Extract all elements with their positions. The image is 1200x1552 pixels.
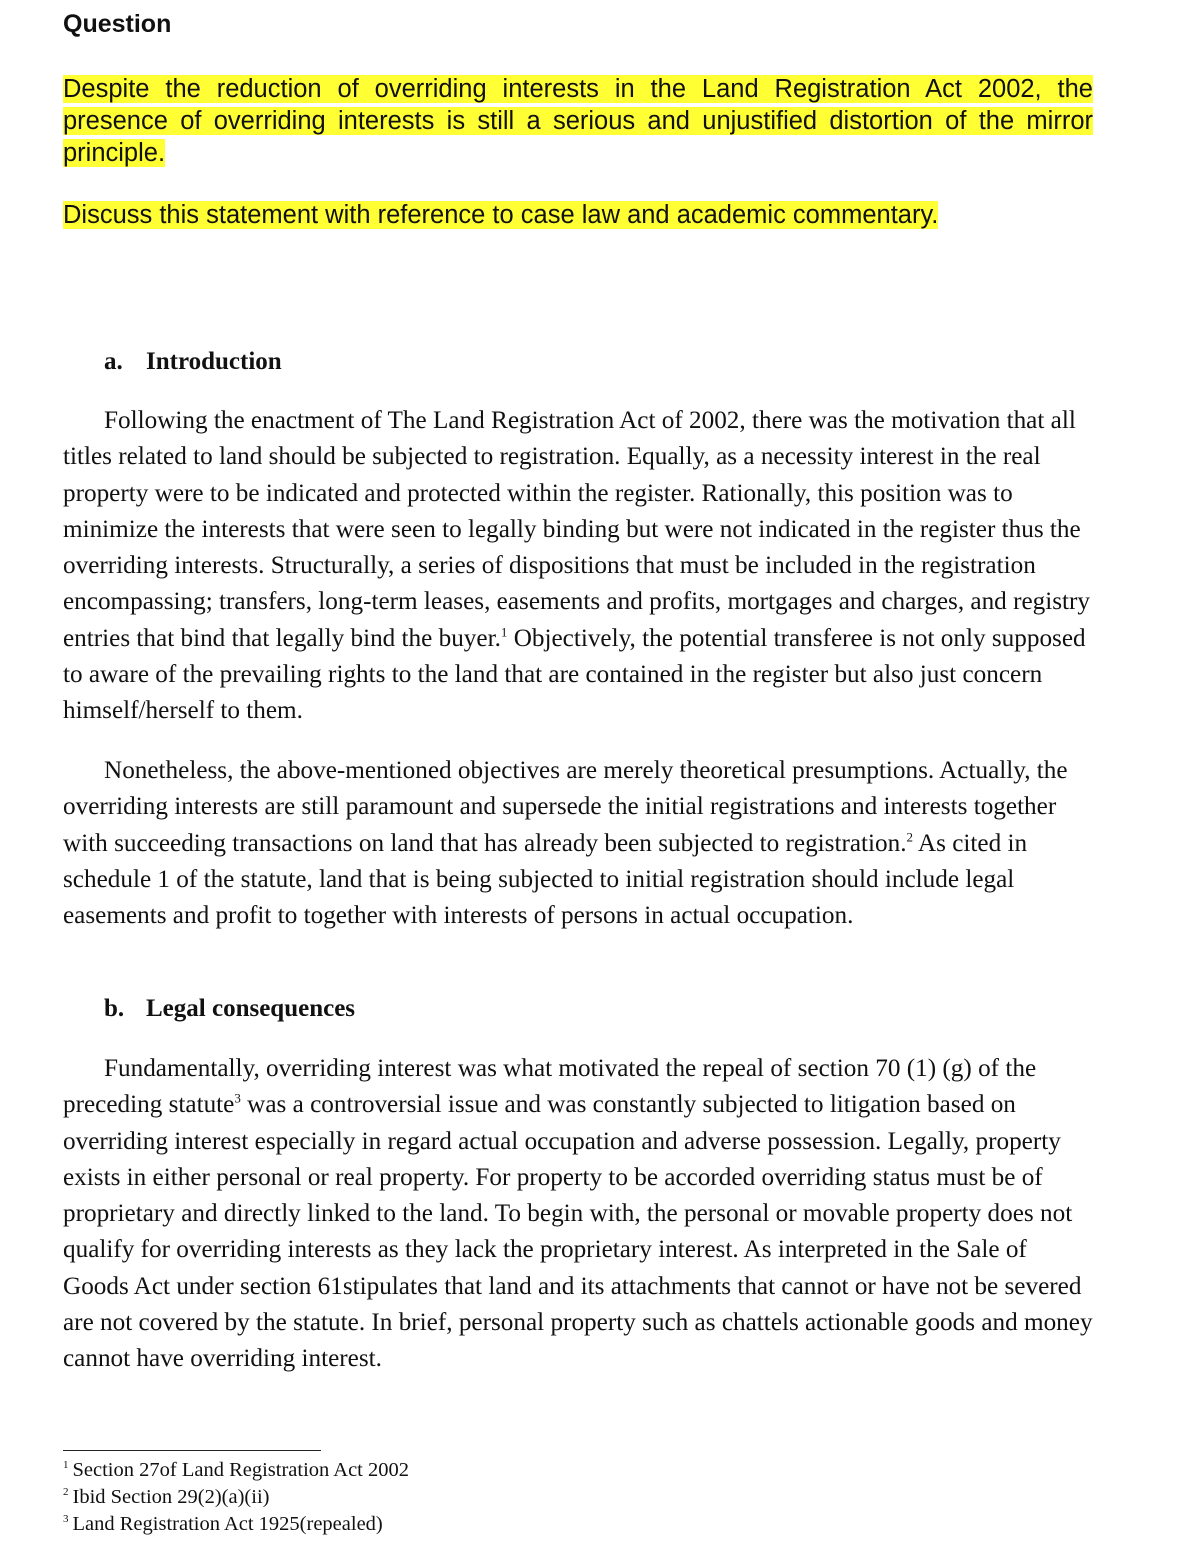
footnote-2 xyxy=(63,1484,763,1511)
question-instruction xyxy=(63,199,1093,231)
footnote-text: Ibid Section 29(2)(a)(ii) xyxy=(72,1486,270,1508)
footnote-reference-3: 3 xyxy=(234,1090,241,1106)
question-statement-text: Despite the reduction of overriding interests in the Land Registration Act 2002, the presence of overriding interests is still a serious and unjustified distortion of the mirror principle. xyxy=(63,75,1093,167)
section-number: b. xyxy=(104,995,125,1022)
section-title: Introduction xyxy=(146,348,282,375)
footnote-3 xyxy=(63,1511,763,1538)
footnote-mark: 1 xyxy=(63,1459,69,1472)
question-statement xyxy=(63,73,1093,169)
section-number: a. xyxy=(104,348,123,375)
footnote-text: Section 27of Land Registration Act 2002 xyxy=(72,1459,409,1481)
paragraph-introduction-2: Nonetheless, the above-mentioned objectives are merely theoretical presumptions. Actually, the overriding interests are still paramount and supersede the initial registrations and interests together with succeeding transactions on land that has already been subjected to registration.$^2$ As cited in schedule 1 of the statute, land that is being subjected to initial registration should include legal easements and profit to together with interests of persons in actual occupation. xyxy=(63,757,1068,930)
question-heading: Question xyxy=(63,10,172,38)
paragraph-legal-consequences-1: Fundamentally, overriding interest was what motivated the repeal of section 70 (1) (g) of the preceding statute$^3$ was a controversial issue and was constantly subjected to litigation based on overriding interest especially in regard actual occupation and adverse possession. Legally, property exists in either personal or real property. For property to be accorded overriding status must be of proprietary and directly linked to the land. To begin with, the personal or movable property does not qualify for overriding interests as they lack the proprietary interest. As interpreted in the Sale of Goods Act under section 61stipulates that land and its attachments that cannot or have not be severed are not covered by the statute. In brief, personal property such as chattels actionable goods and money cannot have overriding interest. xyxy=(63,1055,1093,1373)
footnote-reference-2: 2 xyxy=(906,829,914,845)
question-instruction-text: Discuss this statement with reference to case law and academic commentary. xyxy=(63,201,939,229)
footnote-divider xyxy=(63,1450,321,1451)
footnotes xyxy=(63,1457,763,1538)
footnote-1 xyxy=(63,1457,763,1484)
paragraph-introduction-1: Following the enactment of The Land Registration Act of 2002, there was the motivation that all titles related to land should be subjected to registration. Equally, as a necessity interest in the real property were to be indicated and protected within the register. Rationally, this position was to minimize the interests that were seen to legally binding but were not indicated in the register thus the overriding interests. Structurally, a series of dispositions that must be included in the registration encompassing; transfers, long-term leases, easements and profits, mortgages and charges, and registry entries that bind that legally bind the buyer.$^1$ Objectively, the potential transferee is not only supposed to aware of the prevailing rights to the land that are contained in the register but also just concern himself/herself to them. xyxy=(63,407,1091,725)
footnote-reference-1: 1 xyxy=(500,624,508,640)
section-heading-introduction xyxy=(104,348,282,376)
section-heading-legal-consequences xyxy=(104,995,355,1023)
footnote-mark: 2 xyxy=(63,1486,69,1499)
section-title: Legal consequences xyxy=(146,995,356,1022)
footnote-text: Land Registration Act 1925(repealed) xyxy=(72,1513,383,1535)
footnote-mark: 3 xyxy=(63,1513,69,1526)
